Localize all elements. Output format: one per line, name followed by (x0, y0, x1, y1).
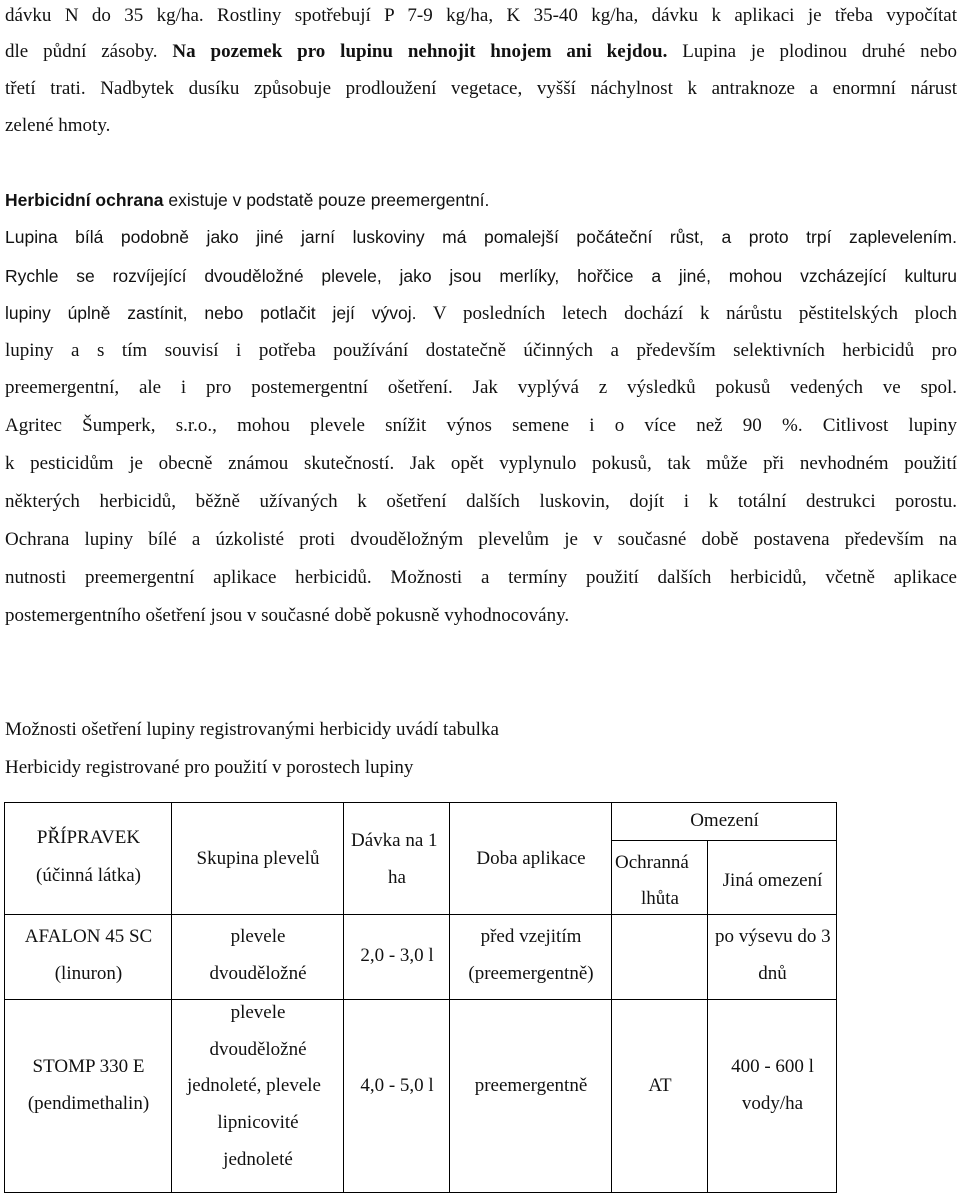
herbicide-table (4, 802, 837, 1193)
table-cell (450, 915, 612, 1000)
heading-bold: Herbicidní ochrana (5, 190, 164, 210)
cell-text: jednoleté, plevele (187, 1075, 321, 1096)
text-line: Rychle se rozvíjející dvouděložné plevele, jako jsou merlíky, hořčice a jiné, mohou vzcházející kulturu (5, 266, 957, 286)
text-line: třetí trati. Nadbytek dusíku způsobuje prodloužení vegetace, vyšší náchylnost k antraknoze a enormní nárust (5, 78, 957, 99)
cell-text: po výsevu do 3 (715, 926, 831, 947)
table-cell (5, 915, 172, 1000)
cell-text: dnů (758, 963, 787, 984)
text-span: V posledních letech dochází k nárůstu pěstitelských ploch (416, 303, 958, 324)
bold-text: Na pozemek pro lupinu nehnojit hnojem ani kejdou. (172, 41, 668, 62)
table-cell (612, 915, 708, 1000)
cell-text: 4,0 - 5,0 l (360, 1075, 434, 1096)
table-row (5, 1000, 837, 1193)
header-cell (344, 803, 450, 915)
cell-text: AT (648, 1075, 672, 1096)
header-cell (172, 803, 344, 915)
text-span: dle půdní zásoby. (5, 41, 173, 62)
table-cell (172, 1000, 344, 1193)
text-span: lupiny úplně zastínit, nebo potlačit její vývoj. (5, 303, 417, 323)
cell-text: před vzejitím (480, 926, 582, 947)
header-text: ha (388, 867, 406, 888)
table-cell (612, 1000, 708, 1193)
header-text: Skupina plevelů (196, 848, 320, 869)
cell-text: vody/ha (741, 1093, 804, 1114)
cell-text: plevele (230, 926, 286, 947)
header-text: (účinná látka) (36, 865, 141, 886)
text-line: lupiny a s tím souvisí i potřeba používání dostatečně účinných a především selektivních herbicidů pro (5, 340, 957, 361)
cell-text: jednoleté (223, 1149, 293, 1170)
text-line: preemergentní, ale i pro postemergentní ošetření. Jak vyplývá z výsledků pokusů vedených ve spol. (5, 377, 957, 398)
header-text: Omezení (690, 810, 759, 831)
heading-rest: existuje v podstatě pouze preemergentní. (163, 190, 490, 210)
cell-text: preemergentně (474, 1075, 588, 1096)
cell-text: plevele (230, 1002, 286, 1023)
text-line (5, 40, 957, 64)
cell-text: dvouděložné (209, 963, 307, 984)
cell-text: 2,0 - 3,0 l (360, 945, 434, 966)
header-cell (612, 841, 708, 915)
text-line: nutnosti preemergentní aplikace herbicidů. Možnosti a termíny použití dalších herbicidů, včetně aplikace (5, 567, 957, 588)
text-span: Lupina je plodinou druhé nebo (667, 41, 957, 62)
text-line: postemergentního ošetření jsou v současné době pokusně vyhodnocovány. (5, 605, 570, 626)
header-cell (708, 841, 837, 915)
text-line: dávku N do 35 kg/ha. Rostliny spotřebují P 7-9 kg/ha, K 35-40 kg/ha, dávku k aplikaci je třeba vypočítat (5, 5, 957, 26)
text-line (5, 301, 957, 326)
text-line: některých herbicidů, běžně užívaných k ošetření dalších luskovin, dojít i k totální destrukci porostu. (5, 491, 957, 512)
text-line: Ochrana lupiny bílé a úzkolisté proti dvouděložným plevelům je v současné době postavena především na (5, 529, 957, 550)
table-cell (344, 1000, 450, 1193)
header-text: lhůta (641, 888, 679, 909)
table-header-row (5, 803, 837, 841)
cell-text: (linuron) (54, 963, 123, 984)
header-text: Jiná omezení (722, 870, 823, 891)
cell-text: AFALON 45 SC (24, 926, 153, 947)
cell-text: 400 - 600 l (731, 1056, 814, 1077)
table-row (5, 915, 837, 1000)
cell-text: lipnicovité (217, 1112, 299, 1133)
cell-text: STOMP 330 E (32, 1056, 145, 1077)
table-cell (708, 915, 837, 1000)
table-intro: Možnosti ošetření lupiny registrovanými herbicidy uvádí tabulka (5, 719, 499, 740)
text-line: zelené hmoty. (5, 115, 111, 136)
text-line: k pesticidům je obecně známou skutečností. Jak opět vyplynulo pokusů, tak může při nevhodném použití (5, 453, 957, 474)
header-text: PŘÍPRAVEK (36, 827, 141, 848)
section-heading (5, 188, 957, 212)
cell-text: (preemergentně) (468, 963, 594, 984)
header-cell-restrictions (612, 803, 837, 841)
table-cell (172, 915, 344, 1000)
table-cell (5, 1000, 172, 1193)
header-cell (450, 803, 612, 915)
table-cell (450, 1000, 612, 1193)
cell-text: (pendimethalin) (27, 1093, 150, 1114)
header-text: Doba aplikace (476, 848, 586, 869)
table-cell (344, 915, 450, 1000)
table-cell (708, 1000, 837, 1193)
header-text: Dávka na 1 (351, 830, 438, 851)
header-cell (5, 803, 172, 915)
table-caption: Herbicidy registrované pro použití v porostech lupiny (5, 757, 414, 778)
header-text: Ochranná (615, 852, 689, 873)
cell-text: dvouděložné (209, 1039, 307, 1060)
text-line: Agritec Šumperk, s.r.o., mohou plevele snížit výnos semene i o více než 90 %. Citlivost lupiny (5, 415, 957, 436)
text-line: Lupina bílá podobně jako jiné jarní luskoviny má pomalejší počáteční růst, a proto trpí zaplevelením. (5, 227, 957, 247)
